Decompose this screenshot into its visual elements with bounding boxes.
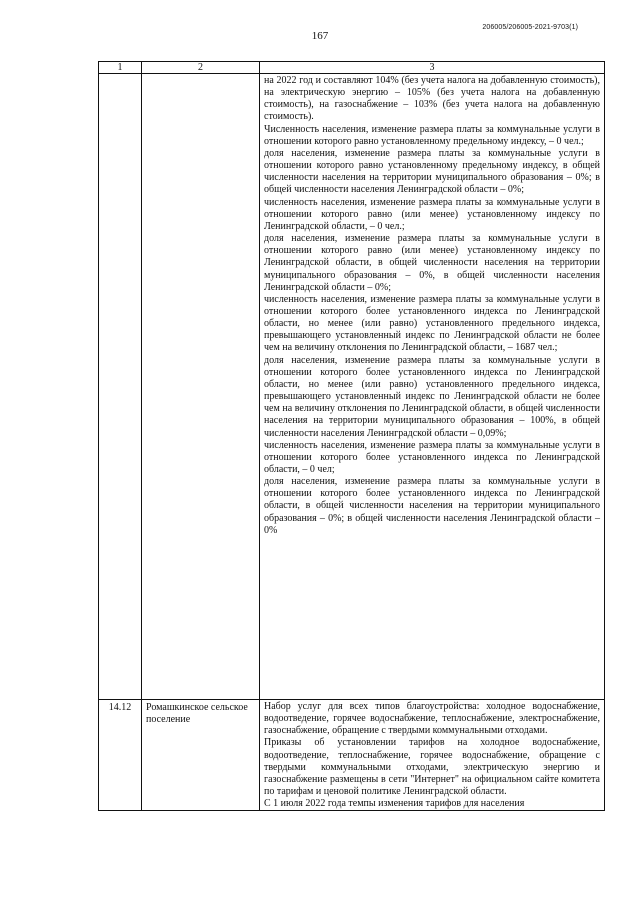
paragraph: численность населения, изменение размера платы за коммунальные услуги в отношении которого более установленного индекса по Ленинградской области, – 0 чел; bbox=[264, 439, 600, 475]
row-number: 14.12 bbox=[99, 700, 142, 811]
settlement-name: Ромашкинское сельское поселение bbox=[142, 700, 260, 811]
paragraph: доля населения, изменение размера платы за коммунальные услуги в отношении которого равно установленному предельному индексу, в общей численности населения на территории муниципального образования – 0%; в общей численности населения Ленинградской области – 0%; bbox=[264, 147, 600, 196]
continued-name-cell bbox=[142, 74, 260, 700]
header-col-1: 1 bbox=[99, 62, 142, 74]
paragraph: Приказы об установлении тарифов на холодное водоснабжение, водоотведение, теплоснабжение, горячее водоснабжение, обращение с твердыми коммунальными отходами, электрическую энергию и газоснабжение размещены в сети "Интернет" на официальном сайте комитета по тарифам и ценовой политике Ленинградской области. bbox=[264, 737, 600, 798]
table-header-row bbox=[99, 62, 605, 74]
table-row-14-12 bbox=[99, 700, 605, 811]
paragraph: численность населения, изменение размера платы за коммунальные услуги в отношении которого более установленного индекса по Ленинградской области, но менее (или равно) установленного предельного индекса, превышающего установленный индекс по Ленинградской области не более чем на величину отклонения по Ленинградской области, – 1687 чел.; bbox=[264, 293, 600, 354]
paragraph: С 1 июля 2022 года темпы изменения тарифов для населения bbox=[264, 798, 525, 810]
header-col-3: 3 bbox=[260, 62, 605, 74]
header-col-2: 2 bbox=[142, 62, 260, 74]
continued-description-cell bbox=[260, 74, 605, 700]
paragraph: на 2022 год и составляют 104% (без учета налога на добавленную стоимость), на электрическую энергию – 105% (без учета налога на добавленную стоимость), на газоснабжение – 103% (без учета налога на добавленную стоимость). bbox=[264, 75, 600, 123]
paragraph: Набор услуг для всех типов благоустройства: холодное водоснабжение, водоотведение, горячее водоснабжение, теплоснабжение, электроснабжение, газоснабжение, обращение с твердыми коммунальными отходами. bbox=[264, 701, 600, 737]
row-description-cell bbox=[260, 700, 605, 811]
page-number: 167 bbox=[311, 30, 329, 42]
paragraph: доля населения, изменение размера платы за коммунальные услуги в отношении которого более установленного индекса по Ленинградской области, но менее (или равно) установленного предельного индекса, превышающего установленный индекс по Ленинградской области не более чем на величину отклонения по Ленинградской области, в общей численности населения на территории муниципального образования – 100%, в общей численности населения Ленинградской области – 0,09%; bbox=[264, 354, 600, 439]
paragraph: численность населения, изменение размера платы за коммунальные услуги в отношении которого равно (или менее) установленному индексу по Ленинградской области, – 0 чел.; bbox=[264, 196, 600, 232]
document-id: 206005/206005-2021-9703(1) bbox=[482, 24, 578, 31]
services-table bbox=[98, 61, 605, 811]
paragraph: доля населения, изменение размера платы за коммунальные услуги в отношении которого более установленного индекса по Ленинградской области, в общей численности населения на территории муниципального образования – 0%; в общей численности населения Ленинградской области – 0% bbox=[264, 476, 600, 536]
continued-number-cell bbox=[99, 74, 142, 700]
paragraph: Численность населения, изменение размера платы за коммунальные услуги в отношении которого равно установленному предельному индексу, – 0 чел.; bbox=[264, 123, 600, 147]
table-row-continued bbox=[99, 74, 605, 700]
paragraph: доля населения, изменение размера платы за коммунальные услуги в отношении которого равно (или менее) установленному индексу по Ленинградской области, в общей численности населения на территории муниципального образования – 0%, в общей численности населения Ленинградской области – 0%; bbox=[264, 233, 600, 293]
